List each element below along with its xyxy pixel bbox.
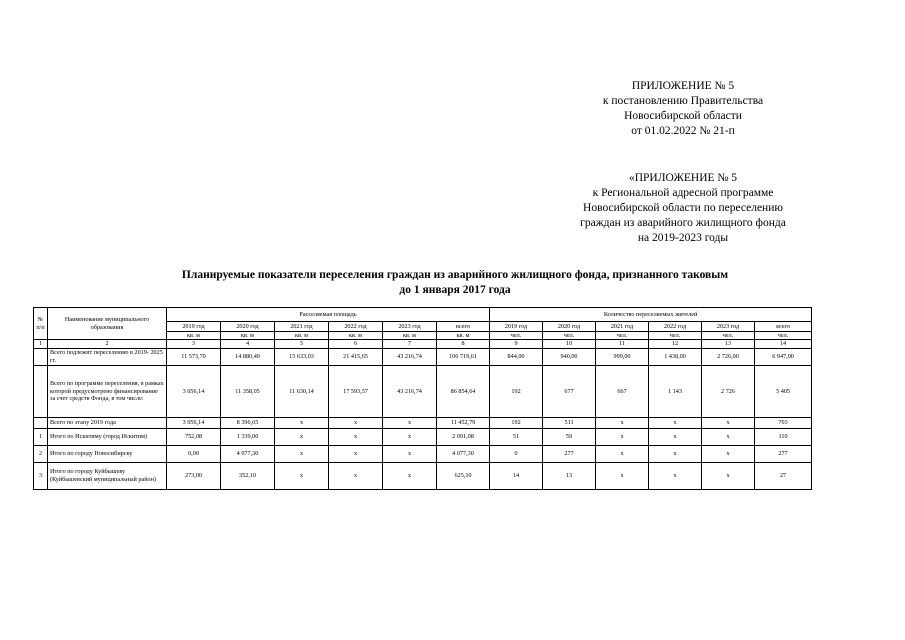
cell-area-value: x — [383, 428, 437, 445]
header-year-people: 2019 год — [490, 322, 543, 332]
unit-area: кв. м — [275, 332, 329, 340]
appendix-line: к постановлению Правительства — [602, 95, 764, 107]
cell-area-value: 11 573,70 — [167, 348, 221, 365]
col-number: 12 — [649, 340, 702, 348]
appendix-line: от 01.02.2022 № 21-п — [631, 125, 735, 137]
cell-people-value: x — [702, 445, 755, 462]
row-number — [34, 417, 48, 428]
cell-area-value: x — [383, 462, 437, 489]
cell-area-value: 8 396,65 — [221, 417, 275, 428]
table-row — [34, 417, 812, 428]
cell-area-value: x — [329, 462, 383, 489]
header-area-group: Расселяемая площадь — [167, 308, 490, 322]
table-row — [34, 428, 812, 445]
cell-area-value: 273,00 — [167, 462, 221, 489]
cell-people-value: x — [702, 417, 755, 428]
header-people-group: Количество переселяемых жителей — [490, 308, 812, 322]
resettlement-table — [33, 307, 812, 490]
cell-area-value: 17 593,57 — [329, 365, 383, 417]
cell-area-value: 352,10 — [221, 462, 275, 489]
cell-people-value: 2 726,00 — [702, 348, 755, 365]
header-name: Наименование муниципального образования — [48, 308, 167, 340]
row-number — [34, 365, 48, 417]
table-row — [34, 462, 812, 489]
header-row-groups — [34, 308, 812, 322]
unit-people: чел. — [490, 332, 543, 340]
cell-area-value: 1 339,00 — [221, 428, 275, 445]
cell-area-value: x — [383, 445, 437, 462]
cell-people-value: 192 — [490, 365, 543, 417]
col-number: 8 — [437, 340, 490, 348]
col-number: 4 — [221, 340, 275, 348]
document-title — [70, 268, 840, 298]
table-row — [34, 445, 812, 462]
cell-people-value: 940,00 — [543, 348, 596, 365]
row-number: 2 — [34, 445, 48, 462]
header-year-area: 2021 год — [275, 322, 329, 332]
unit-area: кв. м — [437, 332, 490, 340]
cell-area-value: x — [383, 417, 437, 428]
cell-people-value: x — [649, 417, 702, 428]
cell-people-value: 13 — [543, 462, 596, 489]
col-number: 9 — [490, 340, 543, 348]
table-body — [34, 308, 812, 490]
cell-area-value: 11 630,14 — [275, 365, 329, 417]
program-appendix-line: к Региональной адресной программе — [592, 187, 774, 199]
col-number: 14 — [755, 340, 812, 348]
table-row — [34, 348, 812, 365]
cell-area-value: 14 880,49 — [221, 348, 275, 365]
cell-people-value: 703 — [755, 417, 812, 428]
row-municipality-name: Итого по городу Новосибирску — [48, 445, 167, 462]
row-municipality-name: Итого по Искитиму (город Искитим) — [48, 428, 167, 445]
unit-people: чел. — [596, 332, 649, 340]
cell-people-value: 27 — [755, 462, 812, 489]
unit-area: кв. м — [383, 332, 437, 340]
cell-area-value: 4 077,30 — [437, 445, 490, 462]
unit-area: кв. м — [221, 332, 275, 340]
cell-people-value: x — [702, 428, 755, 445]
cell-people-value: 277 — [543, 445, 596, 462]
spacer — [548, 139, 818, 171]
cell-people-value: x — [649, 445, 702, 462]
unit-people: чел. — [649, 332, 702, 340]
appendix-line: ПРИЛОЖЕНИЕ № 5 — [631, 80, 735, 92]
program-appendix-line: граждан из аварийного жилищного фонда — [580, 217, 786, 229]
header-total-people: всего — [755, 322, 812, 332]
cell-area-value: x — [275, 417, 329, 428]
cell-area-value: 11 452,79 — [437, 417, 490, 428]
cell-people-value: 0 — [490, 445, 543, 462]
header-year-people: 2023 год — [702, 322, 755, 332]
header-year-area: 2020 год — [221, 322, 275, 332]
header-total-area: всего — [437, 322, 490, 332]
cell-people-value: 999,00 — [596, 348, 649, 365]
cell-people-value: 1 438,00 — [649, 348, 702, 365]
cell-people-value: x — [596, 417, 649, 428]
cell-people-value: 192 — [490, 417, 543, 428]
table-row — [34, 365, 812, 417]
unit-area: кв. м — [167, 332, 221, 340]
col-number: 5 — [275, 340, 329, 348]
cell-people-value: x — [702, 462, 755, 489]
header-num: № п/п — [34, 308, 48, 340]
cell-area-value: 625,10 — [437, 462, 490, 489]
cell-people-value: 667 — [596, 365, 649, 417]
col-number: 7 — [383, 340, 437, 348]
header-row-column-numbers — [34, 340, 812, 348]
cell-people-value: x — [649, 462, 702, 489]
cell-area-value: 106 719,61 — [437, 348, 490, 365]
row-municipality-name: Всего по программе переселения, в рамках которой предусмотрено финансирование за счет средств Фонда, в том числе: — [48, 365, 167, 417]
cell-people-value: 277 — [755, 445, 812, 462]
cell-people-value: x — [596, 462, 649, 489]
cell-area-value: 3 056,14 — [167, 365, 221, 417]
cell-area-value: 86 854,64 — [437, 365, 490, 417]
col-number: 6 — [329, 340, 383, 348]
row-municipality-name: Всего подлежит переселению в 2019- 2025 гг. — [48, 348, 167, 365]
header-year-area: 2022 год — [329, 322, 383, 332]
header-year-area: 2023 год — [383, 322, 437, 332]
unit-people: чел. — [702, 332, 755, 340]
cell-people-value: 2 726 — [702, 365, 755, 417]
cell-area-value: x — [275, 462, 329, 489]
cell-people-value: x — [596, 428, 649, 445]
unit-area: кв. м — [329, 332, 383, 340]
row-number — [34, 348, 48, 365]
cell-area-value: x — [329, 428, 383, 445]
cell-area-value: 0,00 — [167, 445, 221, 462]
header-year-area: 2019 год — [167, 322, 221, 332]
header-year-people: 2021 год — [596, 322, 649, 332]
appendix-header — [548, 79, 818, 246]
cell-area-value: 21 415,65 — [329, 348, 383, 365]
cell-area-value: x — [275, 428, 329, 445]
cell-people-value: x — [596, 445, 649, 462]
cell-people-value: 51 — [490, 428, 543, 445]
title-line-1: Планируемые показатели переселения граждан из аварийного жилищного фонда, признанного таковым — [181, 269, 729, 281]
col-number: 3 — [167, 340, 221, 348]
col-number: 2 — [48, 340, 167, 348]
cell-area-value: 2 091,08 — [437, 428, 490, 445]
program-appendix-line: на 2019-2023 годы — [637, 232, 729, 244]
cell-area-value: x — [329, 417, 383, 428]
col-number: 11 — [596, 340, 649, 348]
cell-people-value: 59 — [543, 428, 596, 445]
cell-people-value: 1 143 — [649, 365, 702, 417]
row-number: 3 — [34, 462, 48, 489]
unit-people: чел. — [543, 332, 596, 340]
cell-area-value: 11 358,05 — [221, 365, 275, 417]
cell-area-value: 43 216,74 — [383, 348, 437, 365]
cell-area-value: 43 216,74 — [383, 365, 437, 417]
col-number: 10 — [543, 340, 596, 348]
cell-area-value: x — [275, 445, 329, 462]
col-number: 1 — [34, 340, 48, 348]
header-year-people: 2022 год — [649, 322, 702, 332]
header-year-people: 2020 год — [543, 322, 596, 332]
cell-people-value: 110 — [755, 428, 812, 445]
cell-area-value: 3 056,14 — [167, 417, 221, 428]
unit-people: чел. — [755, 332, 812, 340]
cell-area-value: x — [329, 445, 383, 462]
cell-people-value: 511 — [543, 417, 596, 428]
cell-people-value: 5 405 — [755, 365, 812, 417]
program-appendix-line: «ПРИЛОЖЕНИЕ № 5 — [628, 172, 737, 184]
cell-area-value: 15 633,03 — [275, 348, 329, 365]
row-municipality-name: Всего по этапу 2019 года — [48, 417, 167, 428]
row-municipality-name: Итого по городу Куйбышеву (Куйбышевский муниципальный район) — [48, 462, 167, 489]
cell-people-value: 14 — [490, 462, 543, 489]
cell-area-value: 752,08 — [167, 428, 221, 445]
program-appendix-line: Новосибирской области по переселению — [583, 202, 783, 214]
col-number: 13 — [702, 340, 755, 348]
title-line-2: до 1 января 2017 года — [399, 284, 511, 296]
cell-people-value: x — [649, 428, 702, 445]
cell-people-value: 677 — [543, 365, 596, 417]
cell-people-value: 844,00 — [490, 348, 543, 365]
appendix-line: Новосибирской области — [624, 110, 742, 122]
cell-area-value: 4 077,30 — [221, 445, 275, 462]
cell-people-value: 6 947,00 — [755, 348, 812, 365]
row-number: 1 — [34, 428, 48, 445]
